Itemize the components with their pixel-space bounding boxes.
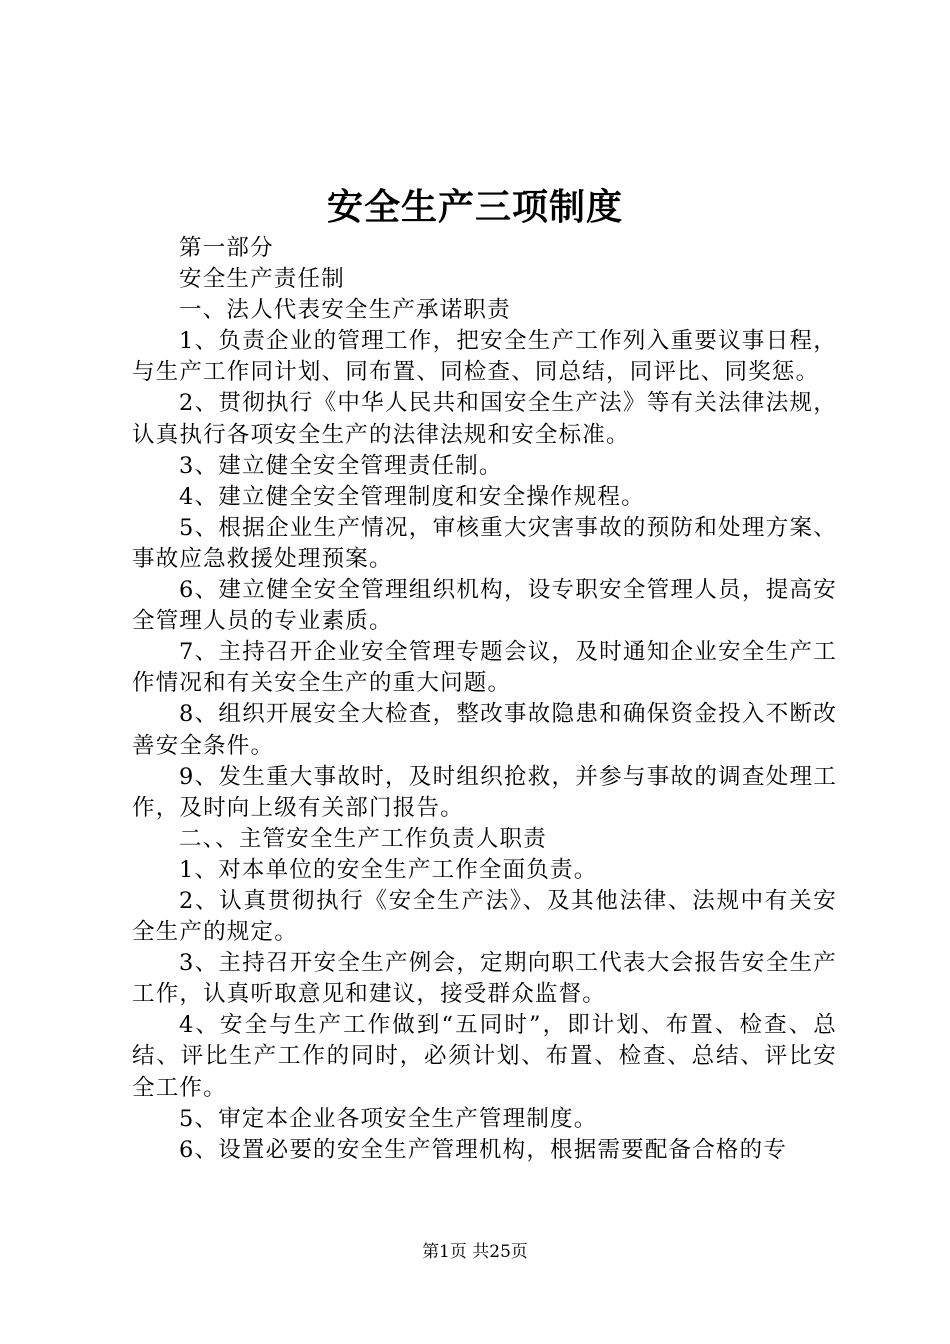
paragraph: 8、组织开展安全大检查，整改事故隐患和确保资金投入不断改善安全条件。 — [132, 701, 837, 759]
paragraph: 4、建立健全安全管理制度和安全操作规程。 — [179, 483, 645, 510]
paragraph: 一、法人代表安全生产承诺职责 — [179, 297, 511, 324]
page-footer: 第1页 共25页 — [422, 1242, 528, 1262]
paragraph: 1、负责企业的管理工作，把安全生产工作列入重要议事日程，与生产工作同计划、同布置、同检查、同总结，同评比、同奖惩。 — [132, 328, 837, 386]
paragraph: 5、根据企业生产情况，审核重大灾害事故的预防和处理方案、事故应急救援处理预案。 — [132, 514, 837, 572]
paragraph: 5、审定本企业各项安全生产管理制度。 — [179, 1105, 598, 1132]
paragraph: 9、发生重大事故时，及时组织抢救，并参与事故的调查处理工作，及时向上级有关部门报告。 — [132, 763, 837, 821]
paragraph: 4、安全与生产工作做到“五同时”，即计划、布置、检查、总结、评比生产工作的同时，必须计划、布置、检查、总结、评比安全工作。 — [132, 1012, 837, 1101]
paragraph: 3、建立健全安全管理责任制。 — [179, 452, 503, 479]
paragraph: 1、对本单位的安全生产工作全面负责。 — [179, 856, 598, 883]
paragraph: 安全生产责任制 — [179, 266, 345, 293]
paragraph: 7、主持召开企业安全管理专题会议，及时通知企业安全生产工作情况和有关安全生产的重大问题。 — [132, 639, 837, 697]
document-body — [132, 233, 837, 1166]
paragraph: 6、设置必要的安全生产管理机构，根据需要配备合格的专 — [179, 1136, 788, 1163]
paragraph: 第一部分 — [179, 235, 274, 261]
paragraph: 6、建立健全安全管理组织机构，设专职安全管理人员，提高安全管理人员的专业素质。 — [132, 577, 837, 635]
paragraph: 3、主持召开安全生产例会，定期向职工代表大会报告安全生产工作，认真听取意见和建议，接受群众监督。 — [132, 950, 837, 1008]
paragraph: 2、认真贯彻执行《安全生产法》、及其他法律、法规中有关安全生产的规定。 — [132, 887, 837, 946]
paragraph: 2、贯彻执行《中华人民共和国安全生产法》等有关法律法规，认真执行各项安全生产的法律法规和安全标准。 — [132, 390, 837, 448]
document-title: 安全生产三项制度 — [326, 186, 623, 228]
paragraph: 二、、主管安全生产工作负责人职责 — [179, 825, 547, 852]
